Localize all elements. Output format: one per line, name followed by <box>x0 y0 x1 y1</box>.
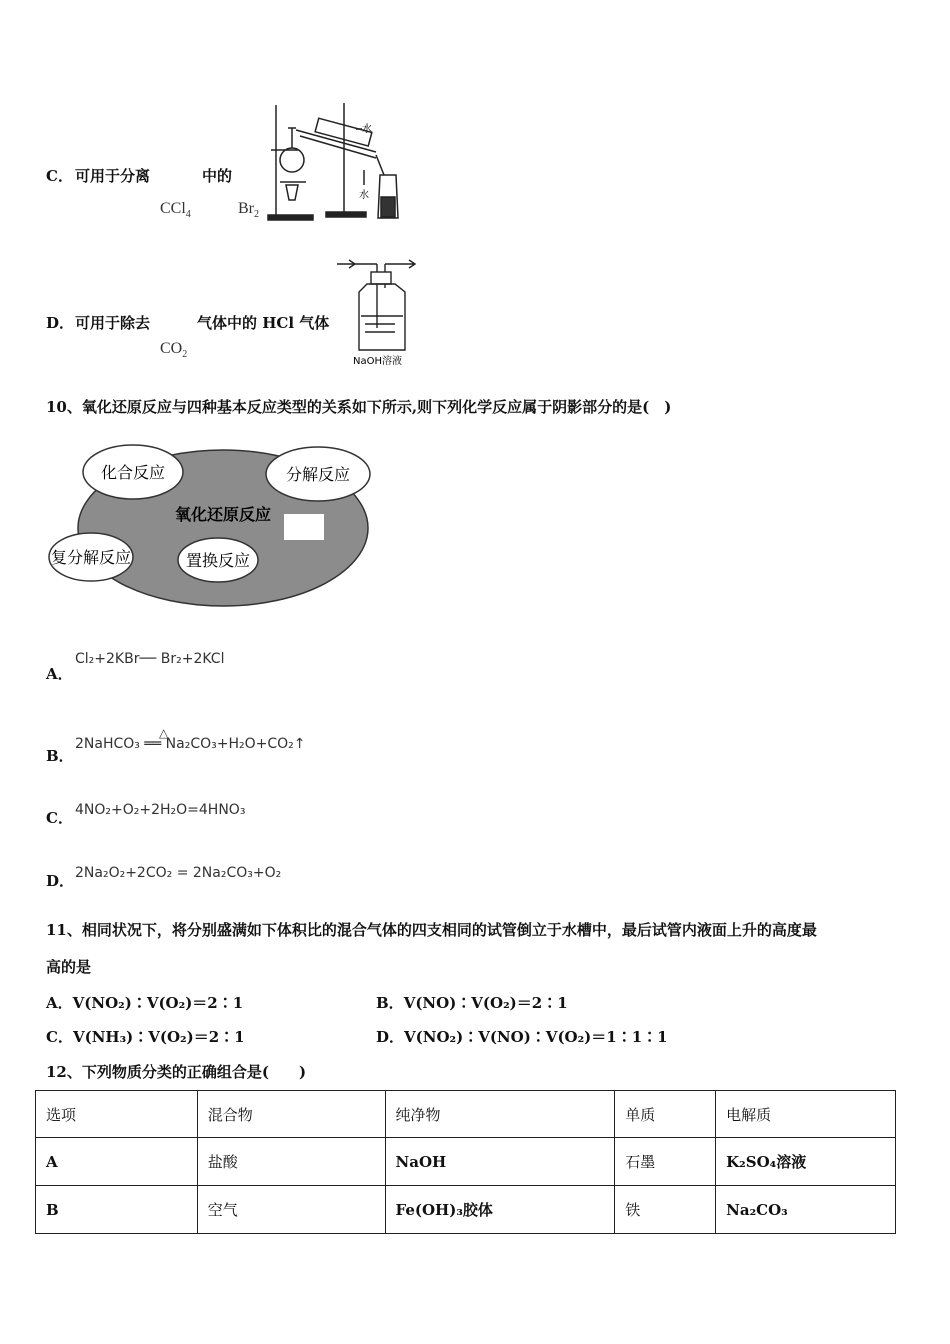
table-header-cell: 纯净物 <box>385 1091 615 1138</box>
q10-option-b-equation: 2NaHCO₃ ══ Na₂CO₃+H₂O+CO₂↑ <box>75 736 306 752</box>
q10-option-d-equation: 2Na₂O₂+2CO₂ = 2Na₂CO₃+O₂ <box>75 865 282 881</box>
q9-option-c-text-b: 中的 <box>202 167 233 185</box>
table-cell: NaOH <box>385 1138 615 1186</box>
table-row <box>36 1138 896 1186</box>
q9-option-d-text-a: 可用于除去 <box>75 314 151 332</box>
q10-option-b-heat-symbol: △ <box>159 726 169 740</box>
naoh-label: NaOH溶液 <box>353 356 402 367</box>
q9-option-c-text-a: 可用于分离 <box>75 167 151 185</box>
q10-option-c-equation: 4NO₂+O₂+2H₂O=4HNO₃ <box>75 802 246 818</box>
table-row <box>36 1186 896 1234</box>
table-cell: K₂SO₄溶液 <box>716 1138 896 1186</box>
table-cell: A <box>36 1138 198 1186</box>
q10-option-a-label: A． <box>46 665 73 683</box>
q9-option-d-label: D． <box>46 314 75 332</box>
table-cell: Fe(OH)₃胶体 <box>385 1186 615 1234</box>
table-header-cell: 电解质 <box>716 1091 896 1138</box>
formula-co2: $CO_2$ <box>160 340 188 361</box>
table-cell: B <box>36 1186 198 1234</box>
table-cell: Na₂CO₃ <box>716 1186 896 1234</box>
q9-option-c-label: C． <box>46 167 73 185</box>
table-cell: 空气 <box>197 1186 385 1234</box>
q9-option-d-text-b: 气体中的 HCl 气体 <box>197 314 330 332</box>
table-header-cell: 选项 <box>36 1091 198 1138</box>
q10-stem: 10、氧化还原反应与四种基本反应类型的关系如下所示,则下列化学反应属于阴影部分的是( ) <box>46 398 672 416</box>
table-cell: 盐酸 <box>197 1138 385 1186</box>
double-decomposition-label: 复分解反应 <box>50 548 132 567</box>
blank-patch <box>284 514 324 540</box>
gas-washing-bottle-diagram <box>335 258 420 370</box>
displacement-label: 置换反应 <box>185 551 251 570</box>
q11-stem-line2: 高的是 <box>46 958 92 976</box>
venn-diagram <box>48 440 378 608</box>
table-cell: 铁 <box>615 1186 716 1234</box>
combination-label: 化合反应 <box>100 463 166 482</box>
table-cell: 石墨 <box>615 1138 716 1186</box>
distillation-apparatus-diagram <box>266 100 416 225</box>
table-header-cell: 混合物 <box>197 1091 385 1138</box>
q10-option-c-label: C． <box>46 809 73 827</box>
q12-stem: 12、下列物质分类的正确组合是( ) <box>46 1063 307 1081</box>
water-label-1: 水 <box>362 124 372 135</box>
q11-stem-line1: 11、相同状况下，将分别盛满如下体积比的混合气体的四支相同的试管倒立于水槽中，最后试管内液面上升的高度最 <box>46 921 817 939</box>
center-label: 氧化还原反应 <box>174 505 272 524</box>
decomposition-label: 分解反应 <box>285 465 351 484</box>
q11-option-b: B．V(NO)∶V(O₂)＝2∶1 <box>376 994 568 1012</box>
classification-table <box>35 1090 896 1234</box>
q11-option-d: D．V(NO₂)∶V(NO)∶V(O₂)＝1∶1∶1 <box>376 1028 668 1046</box>
q10-option-a-equation: Cl₂+2KBr── Br₂+2KCl <box>75 651 225 667</box>
q11-option-a: A．V(NO₂)∶V(O₂)＝2∶1 <box>46 994 244 1012</box>
water-label-2: 水 <box>359 190 369 201</box>
q10-option-d-label: D． <box>46 872 75 890</box>
q10-option-b-label: B． <box>46 747 74 765</box>
formula-ccl4: CCl$_4$ <box>160 200 191 221</box>
formula-br2: $Br_2$ <box>238 200 259 221</box>
table-header-row <box>36 1091 896 1138</box>
table-header-cell: 单质 <box>615 1091 716 1138</box>
q11-option-c: C．V(NH₃)∶V(O₂)＝2∶1 <box>46 1028 245 1046</box>
